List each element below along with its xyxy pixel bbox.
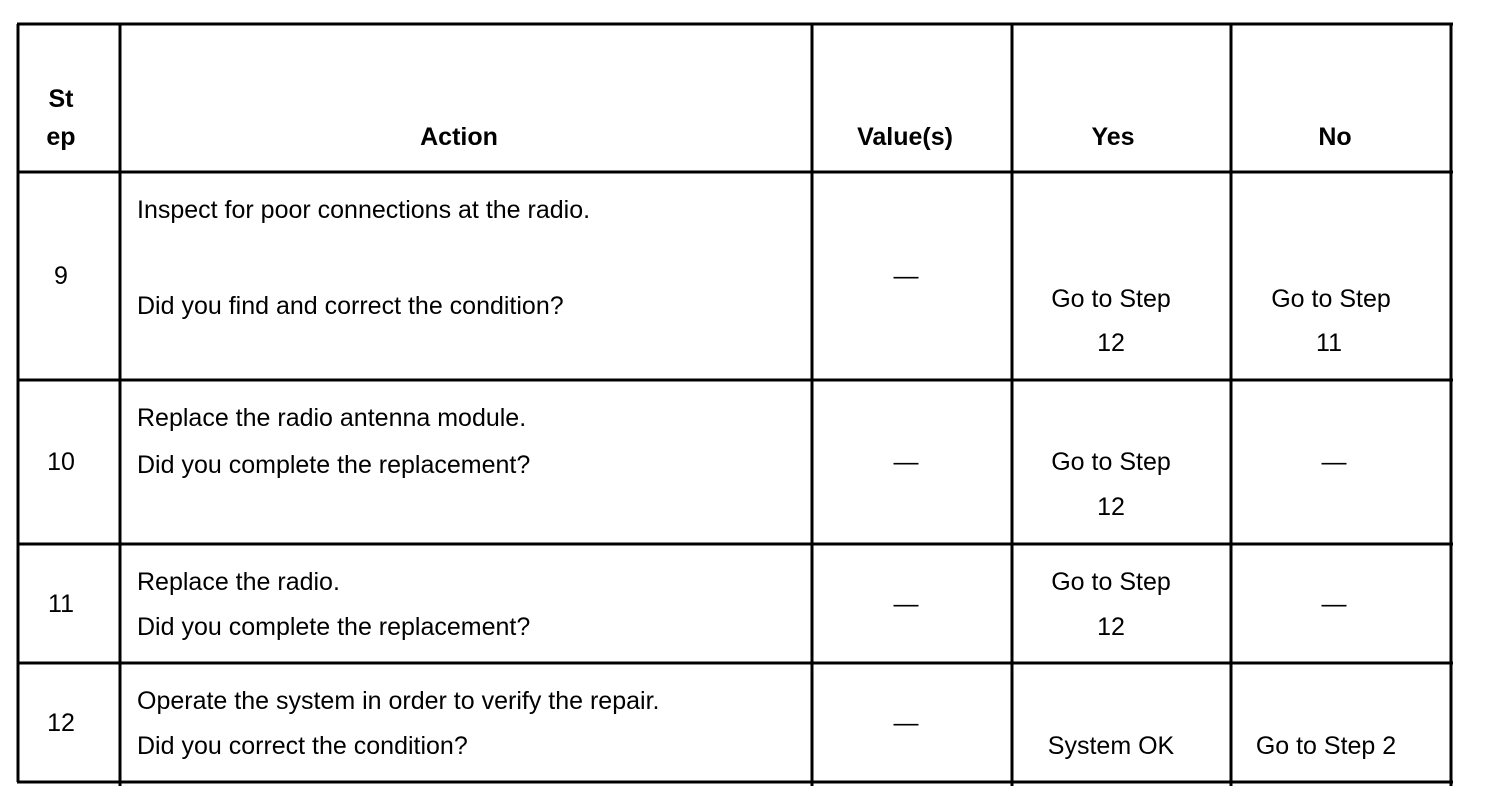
value-cell: —: [893, 262, 919, 290]
no-cell: —: [1321, 448, 1347, 476]
action-question: Did you find and correct the condition?: [137, 292, 564, 320]
yes-cell-line1: Go to Step: [1051, 285, 1171, 313]
yes-cell-line2: 12: [1097, 493, 1125, 521]
no-cell: —: [1321, 590, 1347, 618]
yes-cell-line2: 12: [1097, 329, 1125, 357]
header-step-line1: St: [48, 85, 74, 113]
action-text: Replace the radio antenna module.: [137, 404, 527, 432]
action-text: Inspect for poor connections at the radio.: [137, 196, 591, 224]
action-text: Replace the radio.: [137, 568, 340, 596]
header-step-line2: ep: [46, 123, 76, 151]
header-values: Value(s): [857, 123, 953, 151]
step-number: 11: [48, 590, 74, 618]
no-cell-line2: 11: [1316, 329, 1342, 357]
no-cell-line1: Go to Step: [1271, 285, 1391, 313]
step-number: 10: [47, 448, 75, 476]
header-no: No: [1318, 123, 1352, 151]
yes-cell-line1: Go to Step: [1051, 568, 1171, 596]
no-cell: Go to Step 2: [1255, 732, 1397, 760]
value-cell: —: [893, 590, 919, 618]
yes-cell-line1: Go to Step: [1051, 448, 1171, 476]
value-cell: —: [893, 709, 919, 737]
action-question: Did you complete the replacement?: [137, 613, 531, 641]
header-yes: Yes: [1091, 123, 1135, 151]
action-question: Did you correct the condition?: [137, 732, 468, 760]
action-text: Operate the system in order to verify the repair.: [137, 687, 660, 715]
step-number: 9: [54, 262, 68, 290]
yes-cell-line2: 12: [1097, 613, 1125, 641]
step-number: 12: [47, 709, 75, 737]
yes-cell: System OK: [1047, 732, 1175, 760]
value-cell: —: [893, 448, 919, 476]
action-question: Did you complete the replacement?: [137, 451, 531, 479]
header-action: Action: [420, 123, 498, 151]
